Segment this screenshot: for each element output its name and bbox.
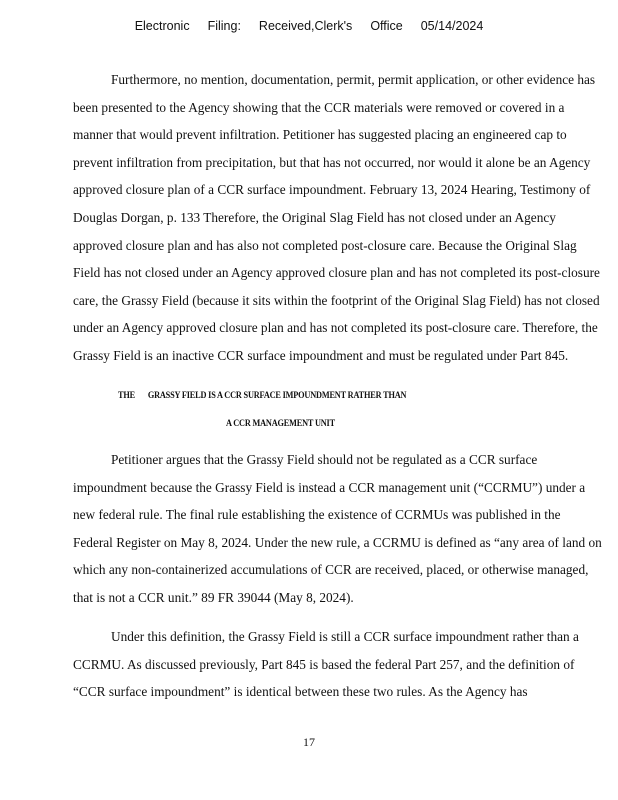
header-office: Office [370,19,403,33]
paragraph-original-slag-field: Furthermore, no mention, documentation, permit, permit application, or other evidence has been presented to the Agency showing that the CCR materials were removed or covered in a manner that would prevent infiltration. Petitioner has suggested placing an engineered cap to prevent infiltration from precipitation, but that has not occurred, nor would it alone be an Agency approved closure plan of a CCR surface impoundment. February 13, 2024 Hearing, Testimony of Douglas Dorgan, p. 133 Therefore, the Original Slag Field has not closed under an Agency approved closure plan and has also not completed post-closure care. Because the Original Slag Field has not closed under an Agency approved closure plan and has not completed its post-closure care, the Grassy Field (because it sits within the footprint of the Original Slag Field) has not closed under an Agency approved closure plan and has not completed its post-closure care. Therefore, the Grassy Field is an inactive CCR surface impoundment and must be regulated under Part 845. [73,72,600,363]
heading-text-line1: GRASSY FIELD IS A CCR SURFACE IMPOUNDMENT RATHER THAN [147,390,407,400]
header-received: Received,Clerk's [258,19,353,33]
section-heading-line1 [118,390,618,400]
paragraph-definition: Under this definition, the Grassy Field is still a CCR surface impoundment rather than a CCRMU. As discussed previously, Part 845 is based the federal Part 257, and the definition of “CCR surface impoundment” is identical between these two rules. As the Agency has [73,629,579,700]
header-date: 05/14/2024 [420,19,484,33]
header-electronic: Electronic [134,19,190,33]
page-number: 17 [303,735,315,749]
heading-prefix: THE [118,390,135,400]
filing-header [0,19,618,33]
paragraph-ccrmu-argument: Petitioner argues that the Grassy Field should not be regulated as a CCR surface impoundment because the Grassy Field is instead a CCR management unit (“CCRMU”) under a new federal rule. The final rule establishing the existence of CCRMUs was published in the Federal Register on May 8, 2024. Under the new rule, a CCRMU is defined as “any area of land on which any non-containerized accumulations of CCR are received, placed, or otherwise managed, that is not a CCR unit.” 89 FR 39044 (May 8, 2024). [73,452,602,605]
section-heading-line2: A CCR MANAGEMENT UNIT [226,418,335,428]
header-filing: Filing: [207,19,241,33]
